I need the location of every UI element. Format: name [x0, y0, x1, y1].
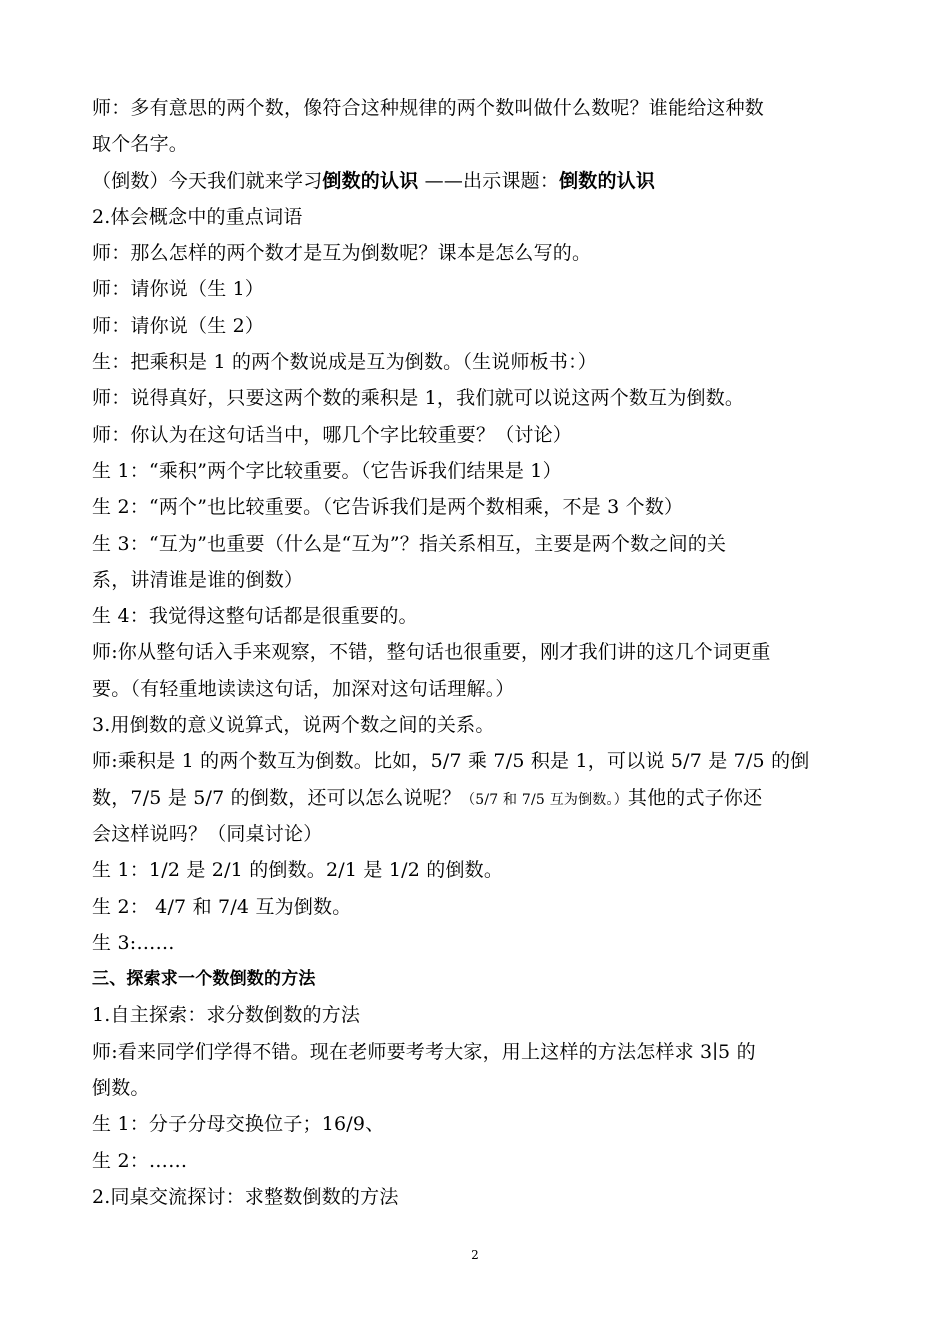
paragraph-line: 取个名字。 — [92, 133, 189, 156]
paragraph-line: 生 2： 4/7 和 7/4 互为倒数。 — [92, 895, 352, 918]
document-body — [92, 90, 867, 1215]
paragraph-line — [92, 780, 867, 816]
paragraph-line: 生 1：1/2 是 2/1 的倒数。2/1 是 1/2 的倒数。 — [92, 859, 504, 882]
section-subheading: 2.体会概念中的重点词语 — [92, 205, 303, 228]
lesson-title-bold: 倒数的认识 — [322, 169, 419, 192]
paragraph-line: 师：请你说（生 1） — [92, 278, 265, 301]
paragraph-line: 生 2：…… — [92, 1149, 188, 1172]
paragraph-line: 系，讲清谁是谁的倒数） — [92, 568, 304, 591]
paragraph-line: 倒数。 — [92, 1077, 150, 1100]
paragraph-line: 生 4：我觉得这整句话都是很重要的。 — [92, 605, 418, 628]
paragraph-line: 会这样说吗？（同桌讨论） — [92, 822, 323, 845]
paragraph-line: 师：请你说（生 2） — [92, 314, 265, 337]
paragraph-line: 要。（有轻重地读读这句话，加深对这句话理解。） — [92, 677, 515, 700]
section-subheading: 2.同桌交流探讨：求整数倒数的方法 — [92, 1185, 399, 1208]
section-heading: 三、探索求一个数倒数的方法 — [92, 969, 316, 990]
paragraph-line: 生 1：“乘积”两个字比较重要。（它告诉我们结果是 1） — [92, 459, 562, 482]
lesson-title-bold: 倒数的认识 — [559, 169, 656, 192]
section-subheading: 1.自主探索：求分数倒数的方法 — [92, 1004, 361, 1027]
paragraph-line: 师：那么怎样的两个数才是互为倒数呢？课本是怎么写的。 — [92, 242, 592, 265]
paragraph-line: 生 1：分子分母交换位子；16/9、 — [92, 1113, 385, 1136]
paragraph-line: 生 3:…… — [92, 931, 175, 954]
paragraph-line: 生 2：“两个”也比较重要。（它告诉我们是两个数相乘，不是 3 个数） — [92, 496, 684, 519]
text-run: （倒数）今天我们就来学习 — [92, 169, 323, 192]
text-run: ——出示课题： — [418, 169, 560, 192]
paragraph-line-title — [92, 163, 867, 199]
page-number: 2 — [471, 1248, 479, 1262]
section-subheading: 3.用倒数的意义说算式，说两个数之间的关系。 — [92, 714, 495, 737]
text-run: 数，7/5 是 5/7 的倒数，还可以怎么说呢？ — [92, 786, 462, 809]
paragraph-line: 师:你从整句话入手来观察，不错，整句话也很重要，刚才我们讲的这几个词更重 — [92, 641, 771, 664]
paragraph-line: 师:看来同学们学得不错。现在老师要考考大家，用上这样的方法怎样求 3∣5 的 — [92, 1040, 756, 1063]
paragraph-line: 师：你认为在这句话当中，哪几个字比较重要？（讨论） — [92, 423, 573, 446]
paragraph-line: 生 3：“互为”也重要（什么是“互为”？指关系相互，主要是两个数之间的关 — [92, 532, 727, 555]
paragraph-line: 师：说得真好，只要这两个数的乘积是 1，我们就可以说这两个数互为倒数。 — [92, 387, 745, 410]
paragraph-line: 生：把乘积是 1 的两个数说成是互为倒数。（生说师板书：） — [92, 351, 597, 374]
small-note: （5/7 和 7/5 互为倒数。） — [461, 791, 628, 808]
paragraph-line: 师:乘积是 1 的两个数互为倒数。比如，5/7 乘 7/5 积是 1，可以说 5/7 是 7/5 的倒 — [92, 750, 810, 773]
paragraph-line: 师：多有意思的两个数，像符合这种规律的两个数叫做什么数呢？谁能给这种数 — [92, 97, 765, 119]
text-run: 其他的式子你还 — [627, 786, 763, 809]
